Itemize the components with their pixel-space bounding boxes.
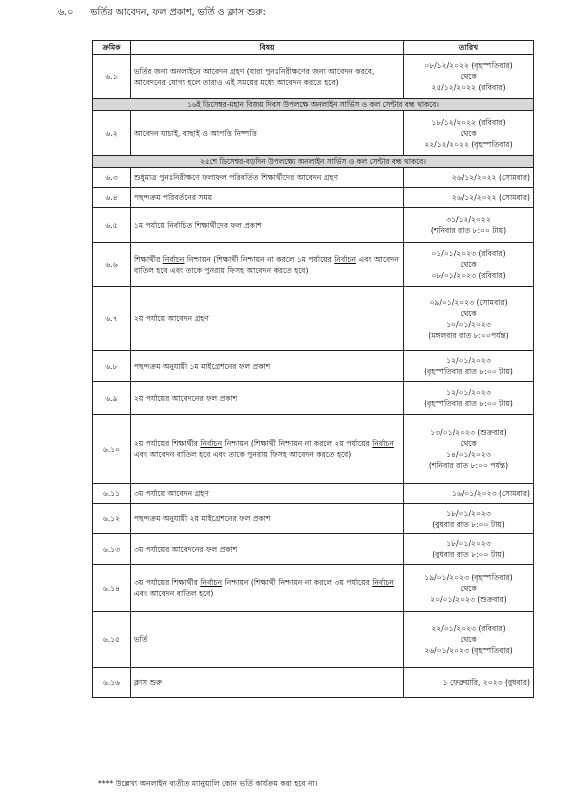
table-row — [93, 168, 534, 188]
row-serial: ৬.১১ — [93, 484, 131, 504]
row-serial: ৬.৮ — [93, 351, 131, 382]
subject-text: এবং আবেদন বাতিল হবে এবং তাকে পুনরায় ফিসহ আবেদন করতে হবে) — [134, 450, 352, 459]
table-row — [93, 351, 534, 382]
date-line: (বৃহস্পতিবার রাত ৮:০০ টায়) — [424, 399, 513, 408]
table-row — [93, 415, 534, 484]
date-line: ২২/১২/২০২২ (বৃহস্পতিবার) — [424, 139, 513, 149]
row-date — [404, 534, 534, 565]
table-row — [93, 484, 534, 504]
date-line: ২২/০১/২০২৩ (রবিবার) — [431, 624, 506, 633]
subject-text: নিশ্চায়ন (শিক্ষার্থী নিশ্চায়ন না করলে ১ম পর্যায়ের — [184, 254, 335, 264]
row-serial: ৬.৭ — [93, 287, 131, 351]
row-serial: ৬.৫ — [93, 208, 131, 243]
row-date — [404, 168, 534, 188]
table-header-row — [93, 41, 534, 55]
row-serial: ৬.১৬ — [93, 668, 131, 698]
row-serial: ৬.৯ — [93, 382, 131, 415]
table-row — [93, 565, 534, 612]
underlined-text: নির্বাচন — [162, 254, 185, 264]
row-subject: ক্লাস শুরু — [131, 668, 404, 698]
row-date — [404, 351, 534, 382]
subject-text: নিশ্চায়ন (শিক্ষার্থী নিশ্চায়ন না করলে ২য় পর্যায়ের — [222, 439, 373, 448]
date-line: থেকে — [460, 260, 477, 269]
row-subject: পছন্দক্রম অনুযায়ী ২য় মাইগ্রেশনের ফল প্রকাশ — [131, 504, 404, 534]
row-subject: ৩য় পর্যায়ে আবেদন গ্রহণ — [131, 484, 404, 504]
date-line: ১৮/০১/২০২৩ — [446, 539, 491, 548]
underlined-text: নির্বাচন — [334, 254, 357, 264]
underlined-text: নির্বাচন — [372, 439, 394, 448]
row-serial: ৬.১৫ — [93, 612, 131, 668]
row-subject — [131, 243, 404, 287]
row-date — [404, 287, 534, 351]
row-date — [404, 382, 534, 415]
date-line: ১০/০১/২০২৩ — [446, 319, 491, 329]
subject-text: ২য় পর্যায়ের শিক্ষার্থীর — [134, 439, 201, 448]
row-date — [404, 484, 534, 504]
row-date — [404, 504, 534, 534]
notice-row — [93, 99, 534, 111]
date-line: থেকে — [460, 72, 477, 81]
schedule-table — [92, 40, 534, 698]
row-serial: ৬.২ — [93, 111, 131, 156]
row-subject: ভর্তি — [131, 612, 404, 668]
row-subject: ২য় পর্যায়ে আবেদন গ্রহণ — [131, 287, 404, 351]
footnote: **** উল্লেখ্য অনলাইন ব্যতীত ম্যানুয়ালি কোন ভর্তি কার্যক্রম করা হবে না। — [98, 779, 318, 788]
date-line: (বৃহস্পতিবার রাত ৮:০০ টায়) — [424, 367, 513, 376]
subject-text: এবং আবেদন বাতিল হবে এবং তাকে পুনরায় ফিসহ আবেদন করতে হবে) — [134, 254, 399, 275]
row-subject: ১ম পর্যায়ে নির্বাচিত শিক্ষার্থীদের ফল প্রকাশ — [131, 208, 404, 243]
row-date — [404, 208, 534, 243]
date-line: ২৬/১২/২০২২ (সোমবার) — [451, 193, 530, 202]
row-subject: ২য় পর্যায়ের আবেদনের ফল প্রকাশ — [131, 382, 404, 415]
date-line: ১২/০১/২০২৩ — [446, 356, 491, 365]
schedule-table-wrapper — [92, 40, 533, 698]
date-line: ১৮/১২/২০২২ (রবিবার) — [431, 117, 506, 127]
header-subject: বিষয় — [131, 41, 404, 55]
table-row — [93, 668, 534, 698]
date-line: ২৬/১২/২০২২ (সোমবার) — [451, 173, 530, 182]
date-line: ২৫/১২/২০২২ (রবিবার) — [431, 83, 506, 92]
date-line: ০৮/০১/২০২৩ (রবিবার) — [431, 271, 506, 280]
date-line: ০১/০১/২০২৩ (রবিবার) — [431, 249, 506, 258]
row-date — [404, 415, 534, 484]
row-date — [404, 565, 534, 612]
underlined-text: নির্বাচন — [200, 439, 223, 448]
date-line: (শনিবার রাত ৮:০০ টায়) — [430, 226, 507, 235]
row-subject: ৩য় পর্যায়ের আবেদনের ফল প্রকাশ — [131, 534, 404, 565]
row-date — [404, 243, 534, 287]
date-line: ০৮/১২/২০২২ (বৃহস্পতিবার) — [424, 61, 513, 70]
row-subject — [131, 415, 404, 484]
row-subject: পছন্দক্রম অনুযায়ী ১ম মাইগ্রেশনের ফল প্রকাশ — [131, 351, 404, 382]
row-date — [404, 55, 534, 99]
notice-text: ২৫শে ডিসেম্বর-বড়দিন উপলক্ষ্যে অনলাইন সার্ভিস ও কল সেন্টার বন্ধ থাকবে। — [93, 156, 534, 168]
subject-text: ৩য় পর্যায়ের শিক্ষার্থীর — [134, 578, 201, 587]
date-line: ১৯/০১/২০২৩ (বৃহস্পতিবার) — [424, 572, 513, 582]
table-row — [93, 287, 534, 351]
table-row — [93, 188, 534, 208]
table-row — [93, 504, 534, 534]
row-serial: ৬.১৪ — [93, 565, 131, 612]
date-line: থেকে — [460, 635, 477, 644]
notice-text: ১৬ই ডিসেম্বর-মহান বিজয় দিবস উপলক্ষে অনলাইন সার্ভিস ও কল সেন্টার বন্ধ থাকবে। — [93, 99, 534, 111]
date-line: থেকে — [460, 128, 477, 138]
row-serial: ৬.১৩ — [93, 534, 131, 565]
date-line: ২০/০১/২০২৩ (শুক্রবার) — [430, 594, 507, 604]
date-line: ১৬/০১/২০২৩ (সোমবার) — [451, 489, 530, 498]
table-row — [93, 382, 534, 415]
row-subject — [131, 565, 404, 612]
row-serial: ৬.৩ — [93, 168, 131, 188]
table-row — [93, 208, 534, 243]
underlined-text: নির্বাচন — [200, 578, 223, 587]
date-line: থেকে — [460, 308, 477, 318]
row-date — [404, 612, 534, 668]
date-line: ৩১/১২/২০২২ — [446, 215, 491, 224]
date-line: ১ ফেব্রুয়ারি, ২০২৩ (বুধবার) — [442, 678, 530, 687]
date-line: (বুধবার রাত ৮:০০ টায়) — [432, 519, 505, 529]
row-serial: ৬.৬ — [93, 243, 131, 287]
date-line: (বুধবার রাত ৮:০০ টায়) — [432, 550, 505, 559]
subject-text: এবং আবেদন বাতিল হবে) — [134, 589, 214, 598]
section-heading — [58, 6, 266, 20]
row-date — [404, 668, 534, 698]
row-subject: পছন্দক্রম পরিবর্তনের সময় — [131, 188, 404, 208]
table-row — [93, 612, 534, 668]
date-line: ০৯/০১/২০২৩ (সোমবার) — [429, 297, 508, 307]
date-line: (মঙ্গলবার রাত ৮:০০পর্যন্ত) — [428, 330, 509, 340]
date-line: থেকে — [460, 583, 477, 593]
row-serial: ৬.১ — [93, 55, 131, 99]
row-date — [404, 188, 534, 208]
date-line: (শনিবার রাত ৮:০০ পর্যন্ত) — [428, 461, 509, 470]
header-date: তারিখ — [404, 41, 534, 55]
table-row — [93, 111, 534, 156]
row-date — [404, 111, 534, 156]
row-serial: ৬.৪ — [93, 188, 131, 208]
row-subject: ভর্তির জন্য অনলাইনে আবেদন গ্রহণ (যারা পুনঃনিরীক্ষণের জন্য আবেদন করবে, আবেদনের যোগ্য হলে তারাও এই সময়ের মধ্যে আবেদন করতে হবে) — [131, 55, 404, 99]
date-line: ২৬/০১/২০২৩ (বৃহস্পতিবার) — [424, 646, 513, 655]
row-serial: ৬.১০ — [93, 415, 131, 484]
notice-row — [93, 156, 534, 168]
date-line: ১২/০১/২০২৩ — [446, 388, 491, 397]
table-row — [93, 243, 534, 287]
date-line: ১৪/০১/২০২৩ — [446, 450, 491, 459]
row-subject: শুধুমাত্র পুনঃনিরীক্ষণে ফলাফল পরিবর্তিত শিক্ষার্থীদের আবেদন গ্রহণ — [131, 168, 404, 188]
table-row — [93, 534, 534, 565]
row-subject: আবেদন যাচাই, বাছাই ও আপত্তি নিষ্পত্তি — [131, 111, 404, 156]
section-title: ভর্তির আবেদন, ফল প্রকাশ, ভর্তি ও ক্লাস শুরু: — [90, 7, 266, 18]
underlined-text: নির্বাচন — [372, 578, 394, 587]
header-serial: ক্রমিক — [93, 41, 131, 55]
section-number: ৬.০ — [58, 7, 74, 18]
row-serial: ৬.১২ — [93, 504, 131, 534]
date-line: থেকে — [460, 439, 477, 448]
subject-text: নিশ্চায়ন (শিক্ষার্থী নিশ্চায়ন না করলে ৩য় পর্যায়ের — [222, 578, 373, 587]
subject-text: শিক্ষার্থীর — [134, 254, 163, 264]
table-row — [93, 55, 534, 99]
date-line: ১৮/০১/২০২৩ — [446, 508, 491, 518]
date-line: ১৩/০১/২০২৩ (শুক্রবার) — [430, 428, 507, 437]
